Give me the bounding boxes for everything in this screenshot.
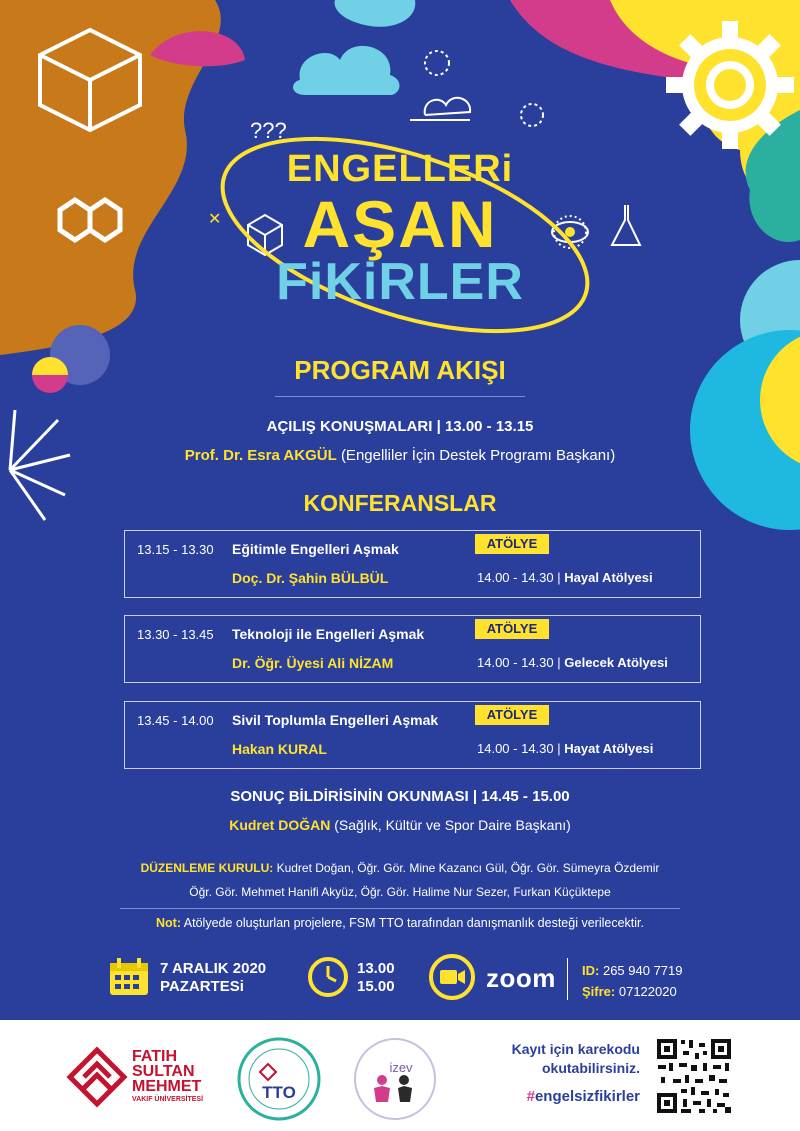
conference-topic: Sivil Toplumla Engelleri Aşmak — [232, 712, 439, 728]
event-time-end: 15.00 — [357, 978, 395, 995]
tto-logo-icon — [236, 1036, 322, 1122]
register-line1: Kayıt için karekodu — [511, 1041, 640, 1057]
conference-topic: Eğitimle Engelleri Aşmak — [232, 541, 399, 557]
conference-item — [124, 701, 701, 769]
conference-speaker: Dr. Öğr. Üyesi Ali NİZAM — [232, 655, 394, 671]
workshop-info — [477, 655, 668, 670]
conference-topic: Teknoloji ile Engelleri Aşmak — [232, 626, 425, 642]
closing-label: SONUÇ BİLDİRİSİNİN OKUNMASI | 14.45 - 15.00 — [230, 788, 570, 805]
workshop-badge: ATÖLYE — [475, 619, 549, 639]
izev-name: izev — [389, 1060, 413, 1075]
opening-role: (Engelliler İçin Destek Programı Başkanı) — [340, 447, 616, 464]
note-text: Atölyede oluşturlan projelere, FSM TTO tarafından danışmanlık desteği verilecektir. — [183, 916, 644, 930]
fsm-name-line2: SULTAN — [132, 1063, 195, 1080]
workshop-info — [477, 570, 653, 585]
closing-speaker: Kudret DOĞAN — [229, 817, 331, 833]
workshop-info — [477, 741, 653, 756]
izev-logo-icon — [352, 1036, 438, 1122]
svg-text:???: ??? — [250, 118, 287, 143]
program-heading: PROGRAM AKIŞI — [294, 355, 506, 385]
committee-line1: Kudret Doğan, Öğr. Gör. Mine Kazancı Gül, Öğr. Gör. Sümeyra Özdemir — [276, 861, 660, 875]
conference-speaker: Hakan KURAL — [232, 741, 327, 757]
zoom-password-label: Şifre: — [582, 984, 616, 999]
conference-speaker: Doç. Dr. Şahin BÜLBÜL — [232, 570, 389, 586]
clock-icon — [307, 956, 349, 998]
video-camera-icon — [428, 953, 476, 1001]
conference-time: 13.30 - 13.45 — [137, 627, 214, 642]
event-date — [160, 960, 266, 996]
zoom-id-value: 265 940 7719 — [602, 963, 683, 978]
conference-time: 13.15 - 13.30 — [137, 542, 214, 557]
zoom-separator — [567, 958, 568, 1000]
closing-role: (Sağlık, Kültür ve Spor Daire Başkanı) — [334, 817, 571, 833]
workshop-badge: ATÖLYE — [475, 534, 549, 554]
event-time-start: 13.00 — [357, 960, 395, 977]
conference-time: 13.45 - 14.00 — [137, 713, 214, 728]
event-date-line1: 7 ARALIK 2020 — [160, 960, 267, 977]
workshop-name: Hayat Atölyesi — [564, 741, 654, 756]
conference-item — [124, 530, 701, 598]
calendar-icon — [108, 957, 150, 997]
workshop-badge: ATÖLYE — [475, 705, 549, 725]
qr-code-icon[interactable] — [655, 1037, 733, 1115]
committee — [0, 856, 800, 904]
opening-speaker: Prof. Dr. Esra AKGÜL — [184, 447, 337, 464]
workshop-time: 14.00 - 14.30 | — [477, 570, 561, 585]
closing-speaker-line — [0, 817, 800, 833]
hashtag — [482, 1088, 640, 1105]
committee-line2: Öğr. Gör. Mehmet Hanifi Akyüz, Öğr. Gör. Halime Nur Sezer, Furkan Küçüktepe — [189, 885, 611, 899]
workshop-time: 14.00 - 14.30 | — [477, 655, 561, 670]
tto-name: TTO — [262, 1083, 296, 1102]
workshop-name: Hayal Atölyesi — [564, 570, 653, 585]
heading-underline — [275, 396, 525, 397]
fsm-subtitle: VAKIF ÜNİVERSİTESİ — [132, 1096, 204, 1103]
zoom-id-label: ID: — [582, 963, 600, 978]
committee-label: DÜZENLEME KURULU: — [140, 861, 274, 875]
event-date-line2: PAZARTESi — [160, 978, 244, 995]
zoom-password-value: 07122020 — [618, 984, 677, 999]
poster-title-line3: FiKiRLER — [276, 253, 524, 311]
zoom-credentials — [582, 960, 683, 1002]
zoom-logo: zoom — [486, 963, 556, 993]
opening-label: AÇILIŞ KONUŞMALARI | 13.00 - 13.15 — [266, 418, 534, 435]
divider — [120, 908, 680, 909]
workshop-time: 14.00 - 14.30 | — [477, 741, 561, 756]
poster-title-line1: ENGELLERi — [286, 148, 514, 190]
workshop-name: Gelecek Atölyesi — [564, 655, 668, 670]
register-line2: okutabilirsiniz. — [541, 1060, 640, 1076]
hashtag-text: engelsizfikirler — [534, 1088, 640, 1105]
svg-text:✕: ✕ — [208, 211, 222, 228]
event-time — [357, 960, 395, 996]
opening-speaker-line — [0, 447, 800, 464]
fsm-logo-icon — [66, 1046, 128, 1108]
conferences-heading: KONFERANSLAR — [303, 490, 497, 516]
note — [0, 916, 800, 930]
fsm-name-line3: MEHMET — [132, 1078, 202, 1095]
fsm-name-line1: FATIH — [132, 1048, 178, 1065]
fsm-name — [132, 1049, 201, 1094]
note-label: Not: — [156, 916, 181, 930]
conference-item — [124, 615, 701, 683]
poster-title-line2: AŞAN — [302, 187, 498, 261]
register-instruction — [470, 1040, 640, 1078]
hashtag-symbol: # — [526, 1088, 535, 1105]
